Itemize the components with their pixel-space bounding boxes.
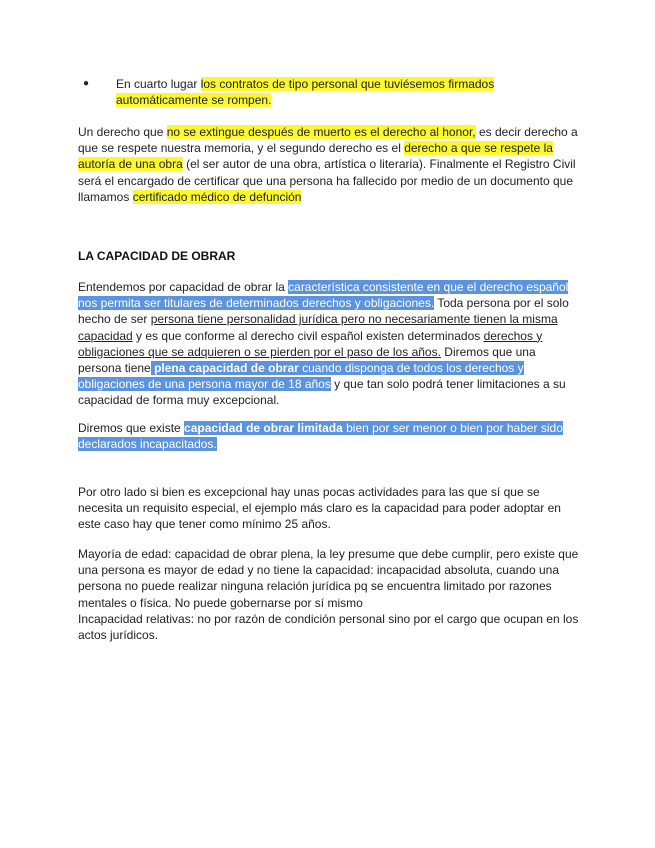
bullet-item [83,76,562,108]
paragraph-excepcional: Por otro lado si bien es excepcional hay unas pocas actividades para las que sí que se necesita un requisito especial, el ejemplo más claro es la capacidad para poder adoptar en este caso hay que tener como mínimo 25 años. [78,485,561,532]
text-run: es decir derecho a que se respete nuestra memoria, y el segundo derecho es el [78,125,578,156]
highlight-yellow: certificado médico de defunción [132,189,302,204]
underlined-text: persona tiene personalidad jurídica pero no necesariamente tienen la misma capacidad [78,312,558,343]
paragraph-honor [78,124,580,205]
highlight-blue: cuando disponga de todos los derechos y obligaciones de una persona mayor de 18 años [78,361,524,392]
text-run: Diremos que existe [78,421,185,435]
paragraph-capacidad [78,279,580,409]
bullet-text-plain: En cuarto lugar [116,77,201,91]
paragraph-limitada [78,420,580,452]
bullet-text [92,76,562,108]
text-run: y que tan solo podrá tener limitaciones a su capacidad de forma muy excepcional. [78,377,566,408]
bullet-marker: ● [83,78,90,89]
highlight-blue: característica consistente en que el derecho español nos permita ser titulares de determinados derechos y obligaciones. [78,280,569,311]
text-run: Entendemos por capacidad de obrar la [78,280,289,294]
section-heading: LA CAPACIDAD DE OBRAR [78,249,236,263]
highlight-yellow: no se extingue después de muerto es el derecho al honor, [166,125,476,139]
text-line: Incapacidad relativas: no por razón de condición personal sino por el cargo que ocupan en los actos jurídicos. [78,611,579,643]
underlined-text: derechos y obligaciones que se adquieren o se pierden por el paso de los años. [78,328,543,359]
highlight-yellow: los contratos de tipo personal que tuviésemos firmados automáticamente se rompen. [116,77,495,108]
text-run: Un derecho que [78,125,167,139]
paragraph-mayoria-edad [78,546,580,643]
text-run: Toda persona por el solo hecho de ser [78,296,569,327]
highlight-blue-bold: capacidad de obrar limitada [184,421,343,435]
highlight-yellow: derecho a que se respete la autoría de una obra [78,141,553,172]
text-run: y es que conforme al derecho civil español existen determinados [132,328,484,343]
highlight-blue-bold: plena capacidad de obrar [150,361,299,376]
highlight-blue: bien por ser menor o bien por haber sido declarados incapacitados. [78,421,563,452]
text-run: Diremos que una persona tiene [78,344,536,376]
text-run: (el ser autor de una obra, artística o literaria). Finalmente el Registro Civil será el encargado de certificar que una persona ha fallecido por medio de un documento que llamamos [78,157,576,204]
text-line: Mayoría de edad: capacidad de obrar plena, la ley presume que debe cumplir, pero existe que una persona es mayor de edad y no tiene la capacidad: incapacidad absoluta, cuando una persona no puede realizar ninguna relación jurídica pq se encuentra limitado por razones mentales o física. No puede gobernarse por sí mismo [78,547,579,610]
